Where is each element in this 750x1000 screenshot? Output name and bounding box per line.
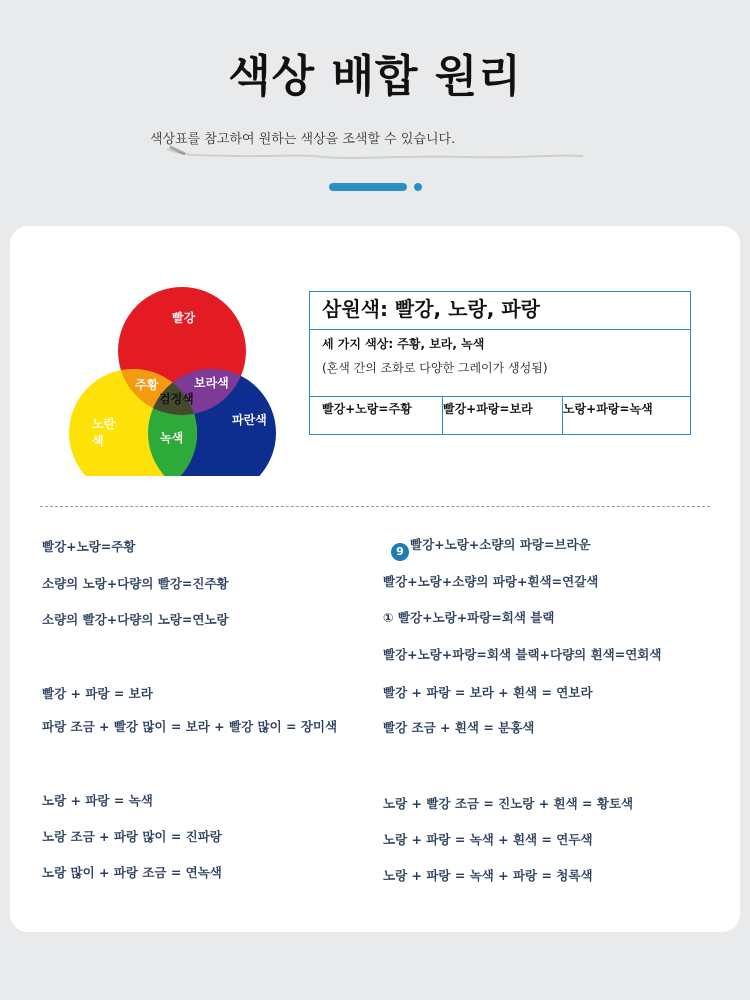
mix-left-1: 빨강+노랑=주황: [42, 539, 136, 554]
mix-left-6: 노랑 + 파랑 = 녹색: [42, 793, 153, 808]
mix-left-3: 소량의 빨강+다량의 노랑=연노랑: [42, 612, 229, 627]
mix-right-3: ① 빨강+노랑+파랑=회색 블랙: [383, 610, 555, 625]
mix-left-2: 소량의 노랑+다량의 빨강=진주황: [42, 576, 229, 591]
color-venn-diagram: [60, 256, 300, 476]
page-title: 색상 배합 원리: [228, 51, 522, 102]
venn-label-center: 검정색: [159, 392, 194, 406]
venn-label-green: 녹색: [160, 431, 184, 445]
mix-left-4: 빨강 + 파랑 = 보라: [42, 686, 153, 701]
mix-cell-purple: 빨강+파랑=보라: [442, 397, 562, 434]
mix-right-4: 빨강+노랑+파랑=회색 블랙+다량의 흰색=연회색: [383, 647, 662, 662]
secondary-colors-line: 세 가지 색상: 주황, 보라, 녹색: [322, 337, 485, 351]
venn-label-orange: 주황: [135, 378, 159, 392]
mix-right-5: 빨강 + 파랑 = 보라 + 흰색 = 연보라: [383, 685, 593, 700]
mix-right-9: 노랑 + 파랑 = 녹색 + 파랑 = 청록색: [383, 868, 593, 883]
mix-right-8: 노랑 + 파랑 = 녹색 + 흰색 = 연두색: [383, 832, 593, 847]
step-number-badge: 9: [391, 543, 409, 561]
mix-cell-green: 노랑+파랑=녹색: [562, 397, 690, 434]
venn-label-blue: 파란색: [232, 413, 267, 427]
primary-heading: 삼원색: 빨강, 노랑, 파랑: [322, 297, 540, 321]
content-card: [10, 226, 740, 932]
mix-right-1: 빨강+노랑+소량의 파랑=브라운: [410, 537, 591, 552]
dashed-divider: [40, 506, 710, 507]
mix-left-5: 파랑 조금 + 빨강 많이 = 보라 + 빨강 많이 = 장미색: [42, 719, 338, 734]
page-subtitle: 색상표를 참고하여 원하는 색상을 조색할 수 있습니다.: [150, 132, 456, 147]
primary-colors-box: [309, 291, 691, 435]
mix-right-7: 노랑 + 빨강 조금 = 진노랑 + 흰색 = 황토색: [383, 796, 634, 811]
gray-note-line: (혼색 간의 조화로 다양한 그레이가 생성됨): [322, 361, 548, 375]
title-divider-decoration: [329, 183, 429, 193]
venn-label-purple: 보라색: [194, 376, 229, 390]
mix-cell-orange: 빨강+노랑=주황: [322, 402, 412, 416]
venn-label-red: 빨강: [172, 311, 196, 325]
ink-smudge-decoration: [165, 145, 585, 159]
mix-right-2: 빨강+노랑+소량의 파랑+흰색=연갈색: [383, 574, 599, 589]
mix-left-7: 노랑 조금 + 파랑 많이 = 진파랑: [42, 829, 222, 844]
mix-right-6: 빨강 조금 + 흰색 = 분홍색: [383, 720, 535, 735]
venn-label-yellow-1: 노란: [92, 417, 116, 431]
venn-label-yellow-2: 색: [92, 434, 104, 448]
mix-left-8: 노랑 많이 + 파랑 조금 = 연녹색: [42, 865, 222, 880]
